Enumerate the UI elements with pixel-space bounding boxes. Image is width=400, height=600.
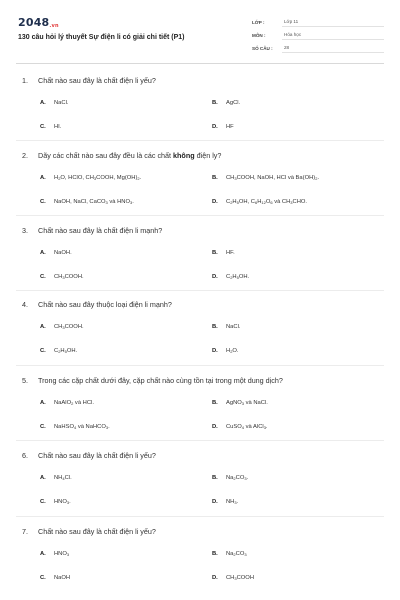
question-number: 4. [22,300,28,309]
answer-option[interactable] [40,250,72,256]
quiz-page [16,8,384,581]
option-text: HF [226,124,234,130]
option-letter: A. [40,475,46,481]
answer-option[interactable] [212,175,319,181]
question-text: Trong các cặp chất dưới đây, cặp chất nào cùng tồn tại trong một dung dịch? [38,376,283,385]
option-letter: D. [212,575,218,581]
answer-option[interactable] [212,348,239,354]
option-letter: A. [40,324,46,330]
answer-option[interactable] [212,324,241,330]
question-emphasis: không [173,151,195,160]
question-divider [16,440,384,441]
answer-option[interactable] [212,250,235,256]
question-number: 5. [22,376,28,385]
question-text: Chất nào sau đây là chất điện li yếu? [38,451,156,460]
option-text: NaHSO$_4$ và NaHCO$_3$. [54,424,110,430]
option-text: CuSO$_4$ và AlCl$_3$. [226,424,268,430]
answer-option[interactable] [40,100,69,106]
option-letter: C. [40,499,46,505]
option-letter: D. [212,424,218,430]
meta-label: MÔN : [252,33,266,38]
answer-option[interactable] [40,175,141,181]
option-text: NaAlO$_2$ và HCl. [54,400,94,406]
option-text: NaOH. [54,250,72,256]
option-text: NaOH [54,575,71,581]
option-letter: C. [40,424,46,430]
answer-option[interactable] [212,475,248,481]
answer-option[interactable] [212,551,247,557]
question-divider [16,516,384,517]
option-letter: C. [40,124,46,130]
option-text: $HNO_3$ [54,551,70,557]
question-number: 7. [22,527,28,536]
option-letter: C. [40,348,46,354]
question-number: 6. [22,451,28,460]
meta-label: LỚP : [252,20,265,25]
question-number: 3. [22,226,28,235]
option-text: $CH_3COOH$. [54,274,84,280]
option-text: $C_2H_5OH$, $C_6H_{12}O_6$ và $CH_3CHO$. [226,199,308,205]
answer-option[interactable] [40,199,134,205]
option-text: $CH_3COOH$ [226,575,255,581]
question-number: 2. [22,151,28,160]
option-text: $NH_4Cl$. [54,475,72,481]
answer-option[interactable] [40,575,70,581]
answer-option[interactable] [212,400,268,406]
question-text: Chất nào sau đây là chất điện li yếu? [38,76,156,85]
option-text: NaOH, NaCl, CaCO$_3$ và $HNO_3$. [54,199,134,205]
answer-option[interactable] [212,199,307,205]
answer-option[interactable] [40,551,69,557]
option-text: $C_2H_5OH$. [54,348,78,354]
meta-panel [252,17,384,56]
question-divider [16,290,384,291]
brand-tld: .vn [49,23,59,29]
meta-row-subject [252,30,384,41]
brand-main: 2048 [18,16,50,29]
option-text: $H_2O$, HClO, $CH_3COOH$, $Mg(OH)_2$. [54,175,142,181]
option-text: HI. [54,124,62,130]
meta-value: 28 [282,44,384,53]
question-text: Dãy các chất nào sau đây đều là các chất không điện ly? [38,151,222,160]
answer-option[interactable] [40,274,84,280]
answer-option[interactable] [40,348,77,354]
option-letter: D. [212,124,218,130]
question-divider [16,140,384,141]
meta-value: Lớp 11 [282,18,384,27]
option-letter: D. [212,499,218,505]
option-text: NaCl. [226,324,241,330]
option-text: $Na_2CO_3$ [226,551,247,557]
answer-option[interactable] [40,424,110,430]
option-letter: B. [212,551,218,557]
page-title: 130 câu hỏi lý thuyết Sự điện li có giải chi tiết (P1) [18,34,185,41]
answer-option[interactable] [212,424,268,430]
option-text: $CH_3COOH$. [54,324,84,330]
option-letter: D. [212,274,218,280]
option-letter: C. [40,575,46,581]
option-text: NaCl. [54,100,69,106]
option-text: AgCl. [226,100,241,106]
question-divider [16,215,384,216]
option-letter: B. [212,250,218,256]
meta-label: SỐ CÂU : [252,46,273,51]
option-letter: C. [40,199,46,205]
answer-option[interactable] [40,324,84,330]
answer-option[interactable] [212,124,234,130]
option-letter: A. [40,250,46,256]
option-letter: A. [40,175,46,181]
option-letter: A. [40,100,46,106]
site-logo[interactable] [18,16,59,29]
option-letter: B. [212,175,218,181]
answer-option[interactable] [212,100,240,106]
meta-value: Hóa học [282,31,384,40]
answer-option[interactable] [40,499,71,505]
option-text: $Na_2CO_3$. [226,475,249,481]
question-text: Chất nào sau đây là chất điện li yếu? [38,527,156,536]
meta-row-class [252,17,384,28]
answer-option[interactable] [212,274,249,280]
option-letter: B. [212,400,218,406]
option-letter: A. [40,400,46,406]
question-text: Chất nào sau đây thuộc loại điện li mạnh? [38,300,172,309]
option-letter: B. [212,324,218,330]
option-text: $NH_3$. [226,499,239,505]
page-header [16,8,384,64]
option-letter: B. [212,100,218,106]
option-letter: C. [40,274,46,280]
option-letter: B. [212,475,218,481]
option-letter: D. [212,348,218,354]
option-letter: D. [212,199,218,205]
answer-option[interactable] [212,499,238,505]
option-text: $H_2O$. [226,348,239,354]
meta-row-count [252,43,384,54]
option-letter: A. [40,551,46,557]
question-text: Chất nào sau đây là chất điện li mạnh? [38,226,163,235]
option-text: $HNO_3$. [54,499,71,505]
answer-option[interactable] [40,400,94,406]
question-divider [16,365,384,366]
option-text: $CH_3COOH$, NaOH, HCl và $Ba(OH)_2$. [226,175,320,181]
answer-option[interactable] [212,575,254,581]
question-number: 1. [22,76,28,85]
answer-option[interactable] [40,475,72,481]
option-text: AgNO$_3$ và NaCl. [226,400,268,406]
answer-option[interactable] [40,124,61,130]
option-text: HF. [226,250,235,256]
option-text: $C_2H_5OH$. [226,274,250,280]
